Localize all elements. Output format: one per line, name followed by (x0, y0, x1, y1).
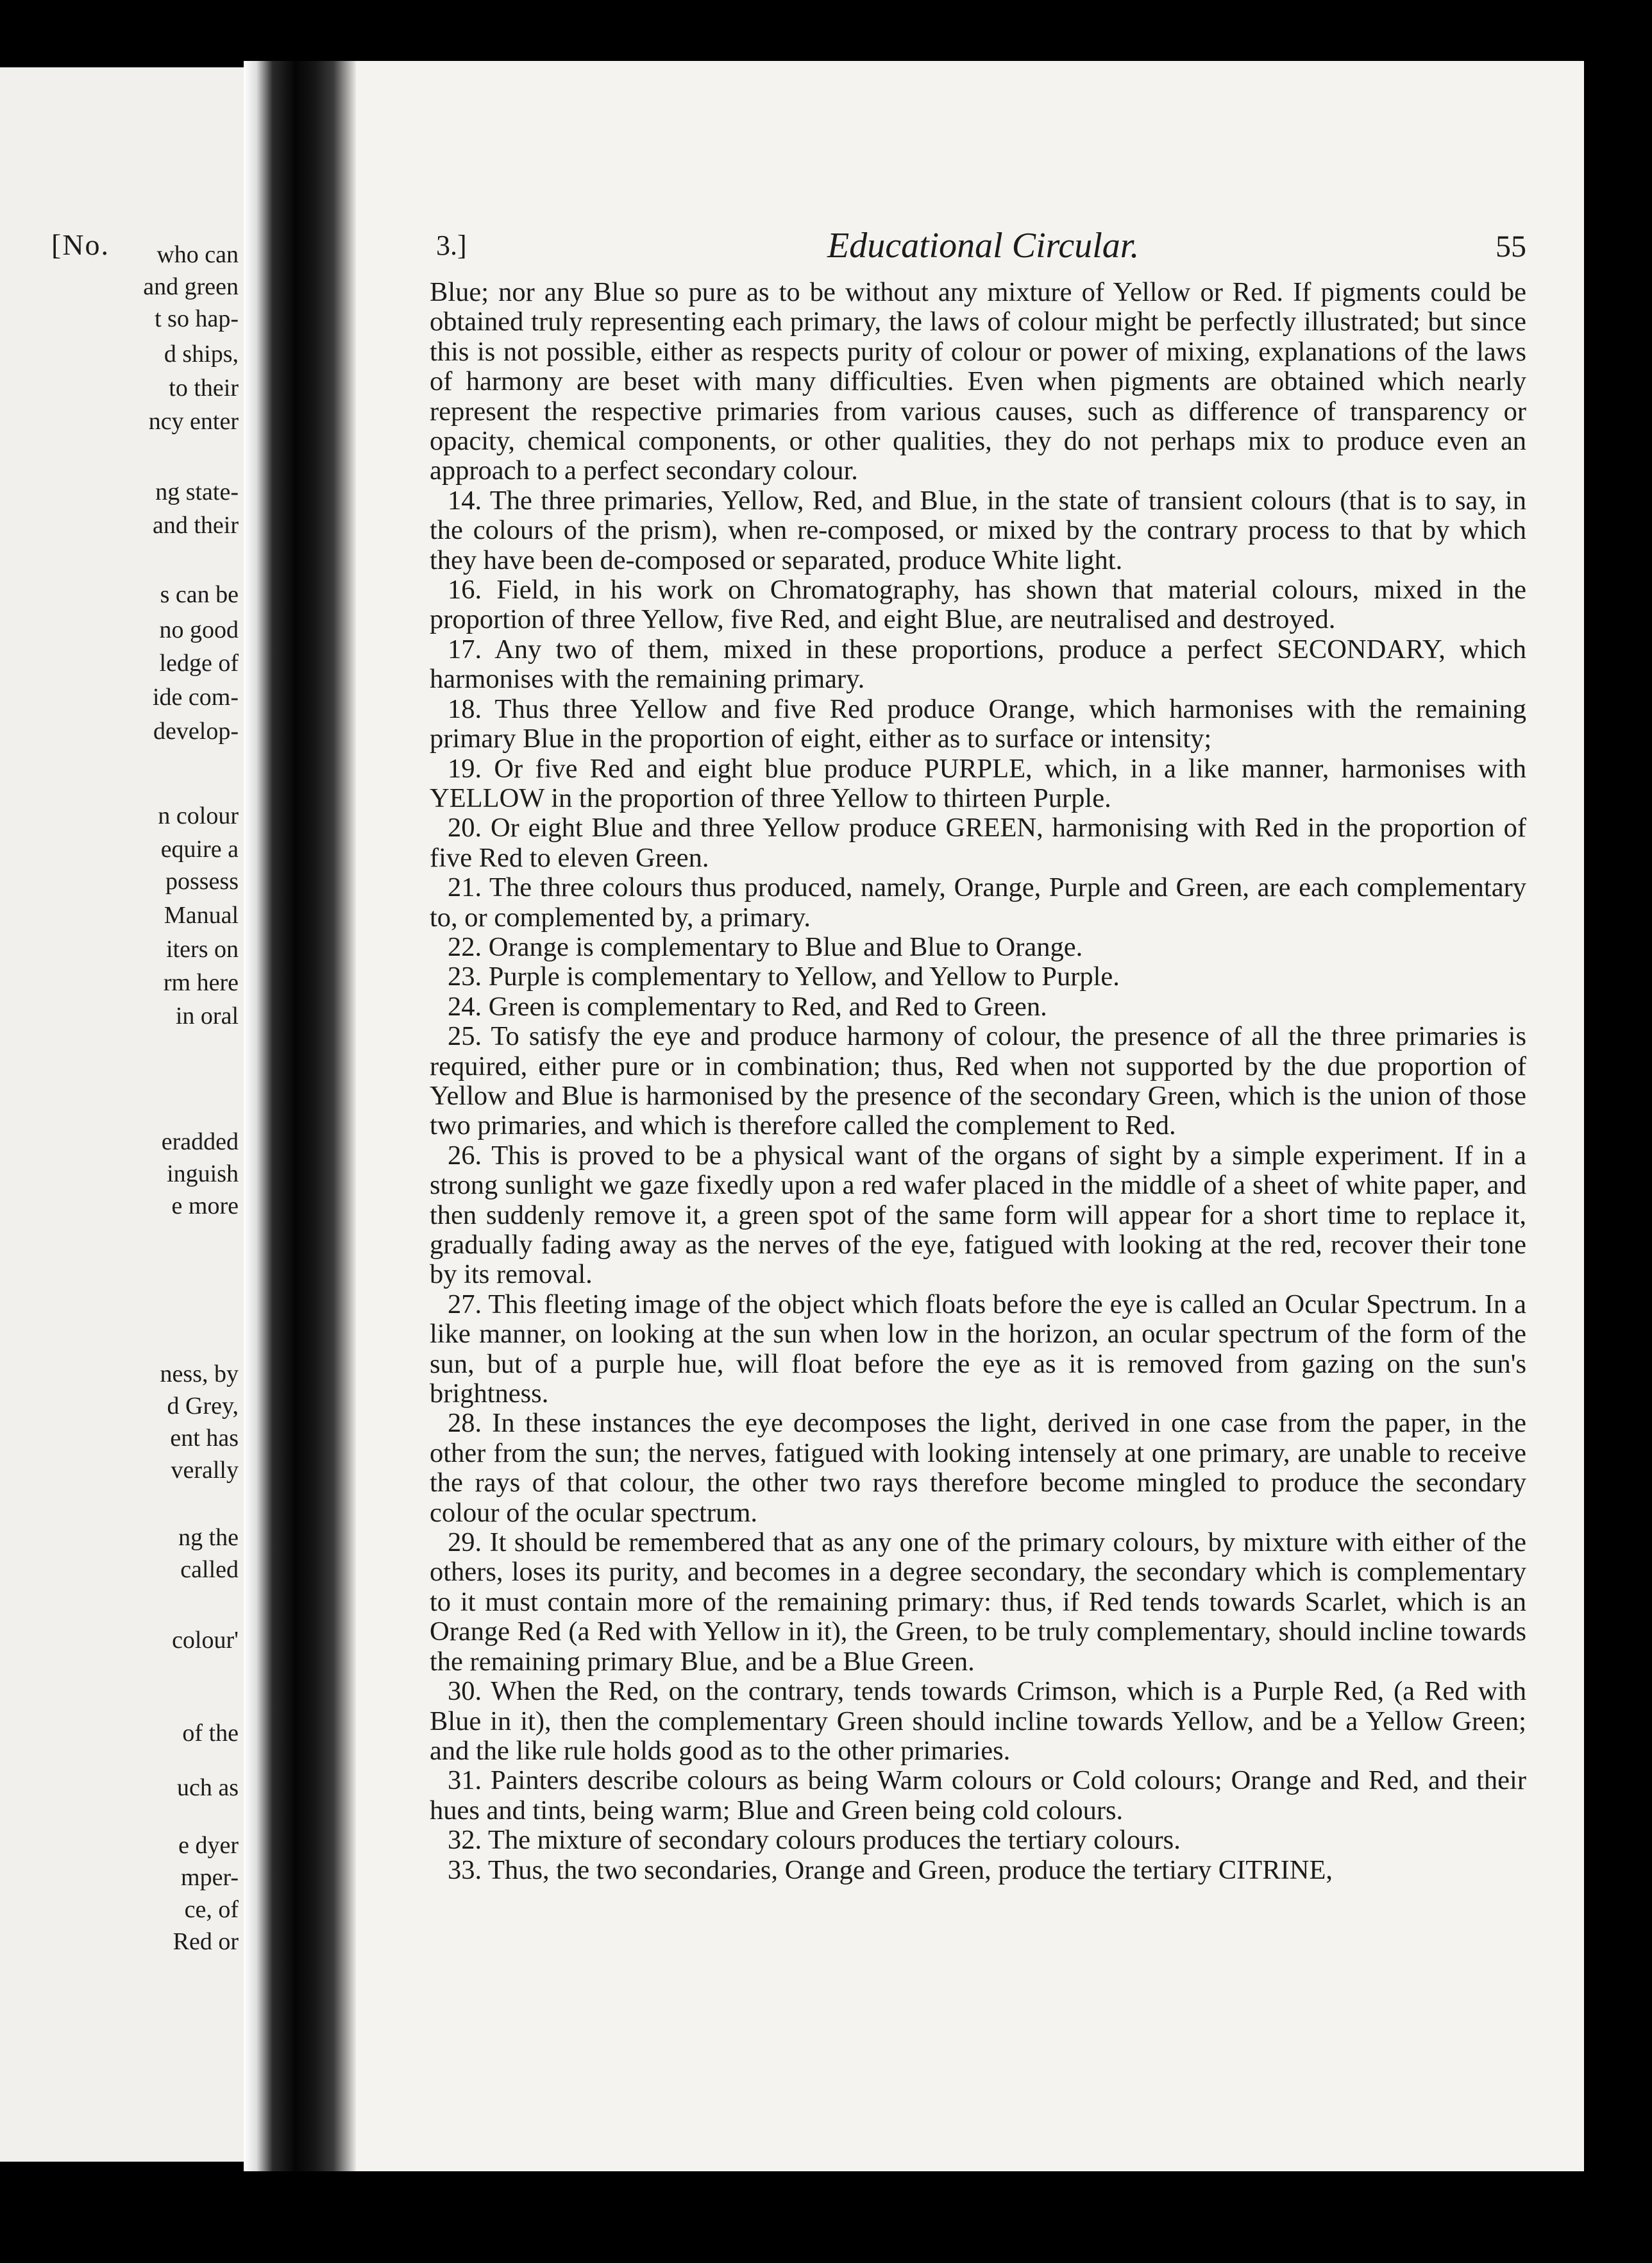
paragraph-16: 16. Field, in his work on Chromatography, has shown that material colours, mixed in the proportion of three Yellow, five Red, and eight Blue, are neutralised and destroyed. (430, 575, 1526, 635)
paragraph-31: 31. Painters describe colours as being Warm colours or Cold colours; Orange and Red, and their hues and tints, being warm; Blue and Green being cold colours. (430, 1765, 1526, 1826)
paragraph-14: 14. The three primaries, Yellow, Red, and Blue, in the state of transient colours (that is to say, in the colours of the prism), when re-composed, or mixed by the contrary process to that by which they have been de-composed or separated, produce White light. (430, 485, 1526, 575)
left-page-line: and their (152, 512, 239, 539)
left-page-line: eradded (161, 1128, 239, 1155)
left-page-line: in oral (175, 1003, 239, 1030)
left-page-line: iters on (166, 936, 239, 963)
paragraph-continued: Blue; nor any Blue so pure as to be without any mixture of Yellow or Red. If pigments could be obtained truly representing each primary, the laws of colour might be perfectly illustrated; but since this is not possible, either as respects purity of colour or power of mixing, explanations of the laws of harmony are beset with many difficulties. Even when pigments are obtained which nearly represent the respective primaries from various causes, such as difference of transparency or opacity, chemical components, or other qualities, they do not perhaps mix to produce even an approach to a perfect secondary colour. (430, 277, 1526, 486)
left-page-line: e more (171, 1192, 239, 1219)
left-page-line: s can be (160, 581, 239, 608)
body-text (430, 278, 1526, 1885)
left-page-line: no good (159, 616, 239, 643)
left-page-line: ncy enter (148, 408, 239, 435)
left-page-line: ng state- (155, 479, 239, 505)
left-page-line: ide com- (152, 684, 239, 711)
left-page-line: t so hap- (155, 305, 239, 332)
left-page-line: colour' (172, 1627, 239, 1654)
left-page-line: possess (165, 868, 239, 895)
paragraph-26: 26. This is proved to be a physical want of the organs of sight by a simple experiment. If in a strong sunlight we gaze fixedly upon a red wafer placed in the middle of a sheet of white paper, and then suddenly remove it, a green spot of the same form will appear for a short time to replace it, gradually fading away as the nerves of the eye, fatigued with looking at the red, recover their tone by its removal. (430, 1140, 1526, 1290)
paragraph-27: 27. This fleeting image of the object which floats before the eye is called an Ocular Spectrum. In a like manner, on looking at the sun when low in the horizon, an ocular spectrum of the form of the sun, but of a purple hue, will float before the eye as it is removed from gazing on the sun's brightness. (430, 1289, 1526, 1409)
left-page-line: called (180, 1556, 239, 1583)
paragraph-24: 24. Green is complementary to Red, and Red to Green. (448, 991, 1047, 1022)
paragraph-28: 28. In these instances the eye decomposes the light, derived in one case from the paper, in the other from the sun; the nerves, fatigued with looking intensely at one primary, are unable to receive the rays of that colour, the other two rays therefore become mingled to produce the secondary colour of the ocular spectrum. (430, 1408, 1526, 1528)
paragraph-19: 19. Or five Red and eight blue produce PURPLE, which, in a like manner, harmonises with YELLOW in the proportion of three Yellow to thirteen Purple. (430, 753, 1526, 813)
book-binding-gutter (244, 61, 359, 2171)
left-page-line: d Grey, (167, 1393, 239, 1420)
left-page-line: Red or (173, 1928, 239, 1955)
paragraph-29: 29. It should be remembered that as any one of the primary colours, by mixture with either of the others, loses its purity, and becomes in a degree secondary, the secondary which is complementary to it must contain more of the remaining primary: thus, if Red tends towards Scarlet, which is an Orange Red (a Red with Yellow in it), the Green, to be truly complementary, should incline towards the remaining primary Blue, and be a Blue Green. (430, 1527, 1526, 1677)
paragraph-18: 18. Thus three Yellow and five Red produce Orange, which harmonises with the remaining primary Blue in the proportion of eight, either as to surface or intensity; (430, 693, 1526, 754)
left-page-line: ce, of (184, 1896, 239, 1923)
left-page-line: who can (156, 241, 239, 268)
left-page-header: [No. (51, 228, 110, 261)
left-page-line: verally (171, 1457, 239, 1484)
paragraph-17: 17. Any two of them, mixed in these proportions, produce a perfect SECONDARY, which harmonises with the remaining primary. (430, 634, 1526, 695)
left-page-line: ness, by (160, 1360, 239, 1387)
paragraph-22: 22. Orange is complementary to Blue and Blue to Orange. (448, 931, 1083, 962)
section-number: 3.] (436, 230, 467, 261)
left-page-line: n colour (158, 802, 239, 829)
left-page-line: inguish (167, 1160, 239, 1187)
paragraph-25: 25. To satisfy the eye and produce harmony of colour, the presence of all the three primaries is required, either pure or in combination; thus, Red when not supported by the due proportion of Yellow and Blue is harmonised by the presence of the secondary Green, which is the union of those two primaries, and which is therefore called the complement to Red. (430, 1021, 1526, 1141)
paragraph-32: 32. The mixture of secondary colours produces the tertiary colours. (448, 1825, 1181, 1856)
paragraph-21: 21. The three colours thus produced, namely, Orange, Purple and Green, are each complementary to, or complemented by, a primary. (430, 872, 1526, 933)
paragraph-30: 30. When the Red, on the contrary, tends towards Crimson, which is a Purple Red, (a Red with Blue in it), then the complementary Green should incline towards Yellow, and be a Yellow Green; and the like rule holds good as to the other primaries. (430, 1676, 1526, 1766)
paragraph-33: 33. Thus, the two secondaries, Orange and Green, produce the tertiary CITRINE, (448, 1854, 1333, 1885)
left-page-line: ng the (178, 1524, 239, 1551)
left-page-line: e dyer (178, 1832, 239, 1859)
page-55 (356, 61, 1584, 2171)
left-page-line: Manual (164, 902, 239, 929)
left-page-line: equire a (160, 836, 239, 863)
left-page-line: develop- (153, 718, 239, 745)
left-page-line: uch as (176, 1774, 239, 1801)
left-page-line: ent has (170, 1425, 239, 1452)
running-title: Educational Circular. (827, 226, 1140, 266)
paragraph-23: 23. Purple is complementary to Yellow, and Yellow to Purple. (448, 962, 1120, 992)
left-page-line: d ships, (164, 341, 239, 368)
previous-page-fragment (0, 67, 244, 2162)
paragraph-20: 20. Or eight Blue and three Yellow produce GREEN, harmonising with Red in the proportion of five Red to eleven Green. (430, 813, 1526, 873)
left-page-line: mper- (181, 1864, 239, 1891)
left-page-line: and green (143, 273, 239, 300)
left-page-line: of the (182, 1720, 239, 1747)
left-page-line: to their (169, 375, 239, 402)
left-page-line: rm here (163, 969, 239, 996)
left-page-line: ledge of (159, 650, 239, 677)
page-number: 55 (1496, 230, 1526, 264)
running-head (436, 226, 1526, 274)
